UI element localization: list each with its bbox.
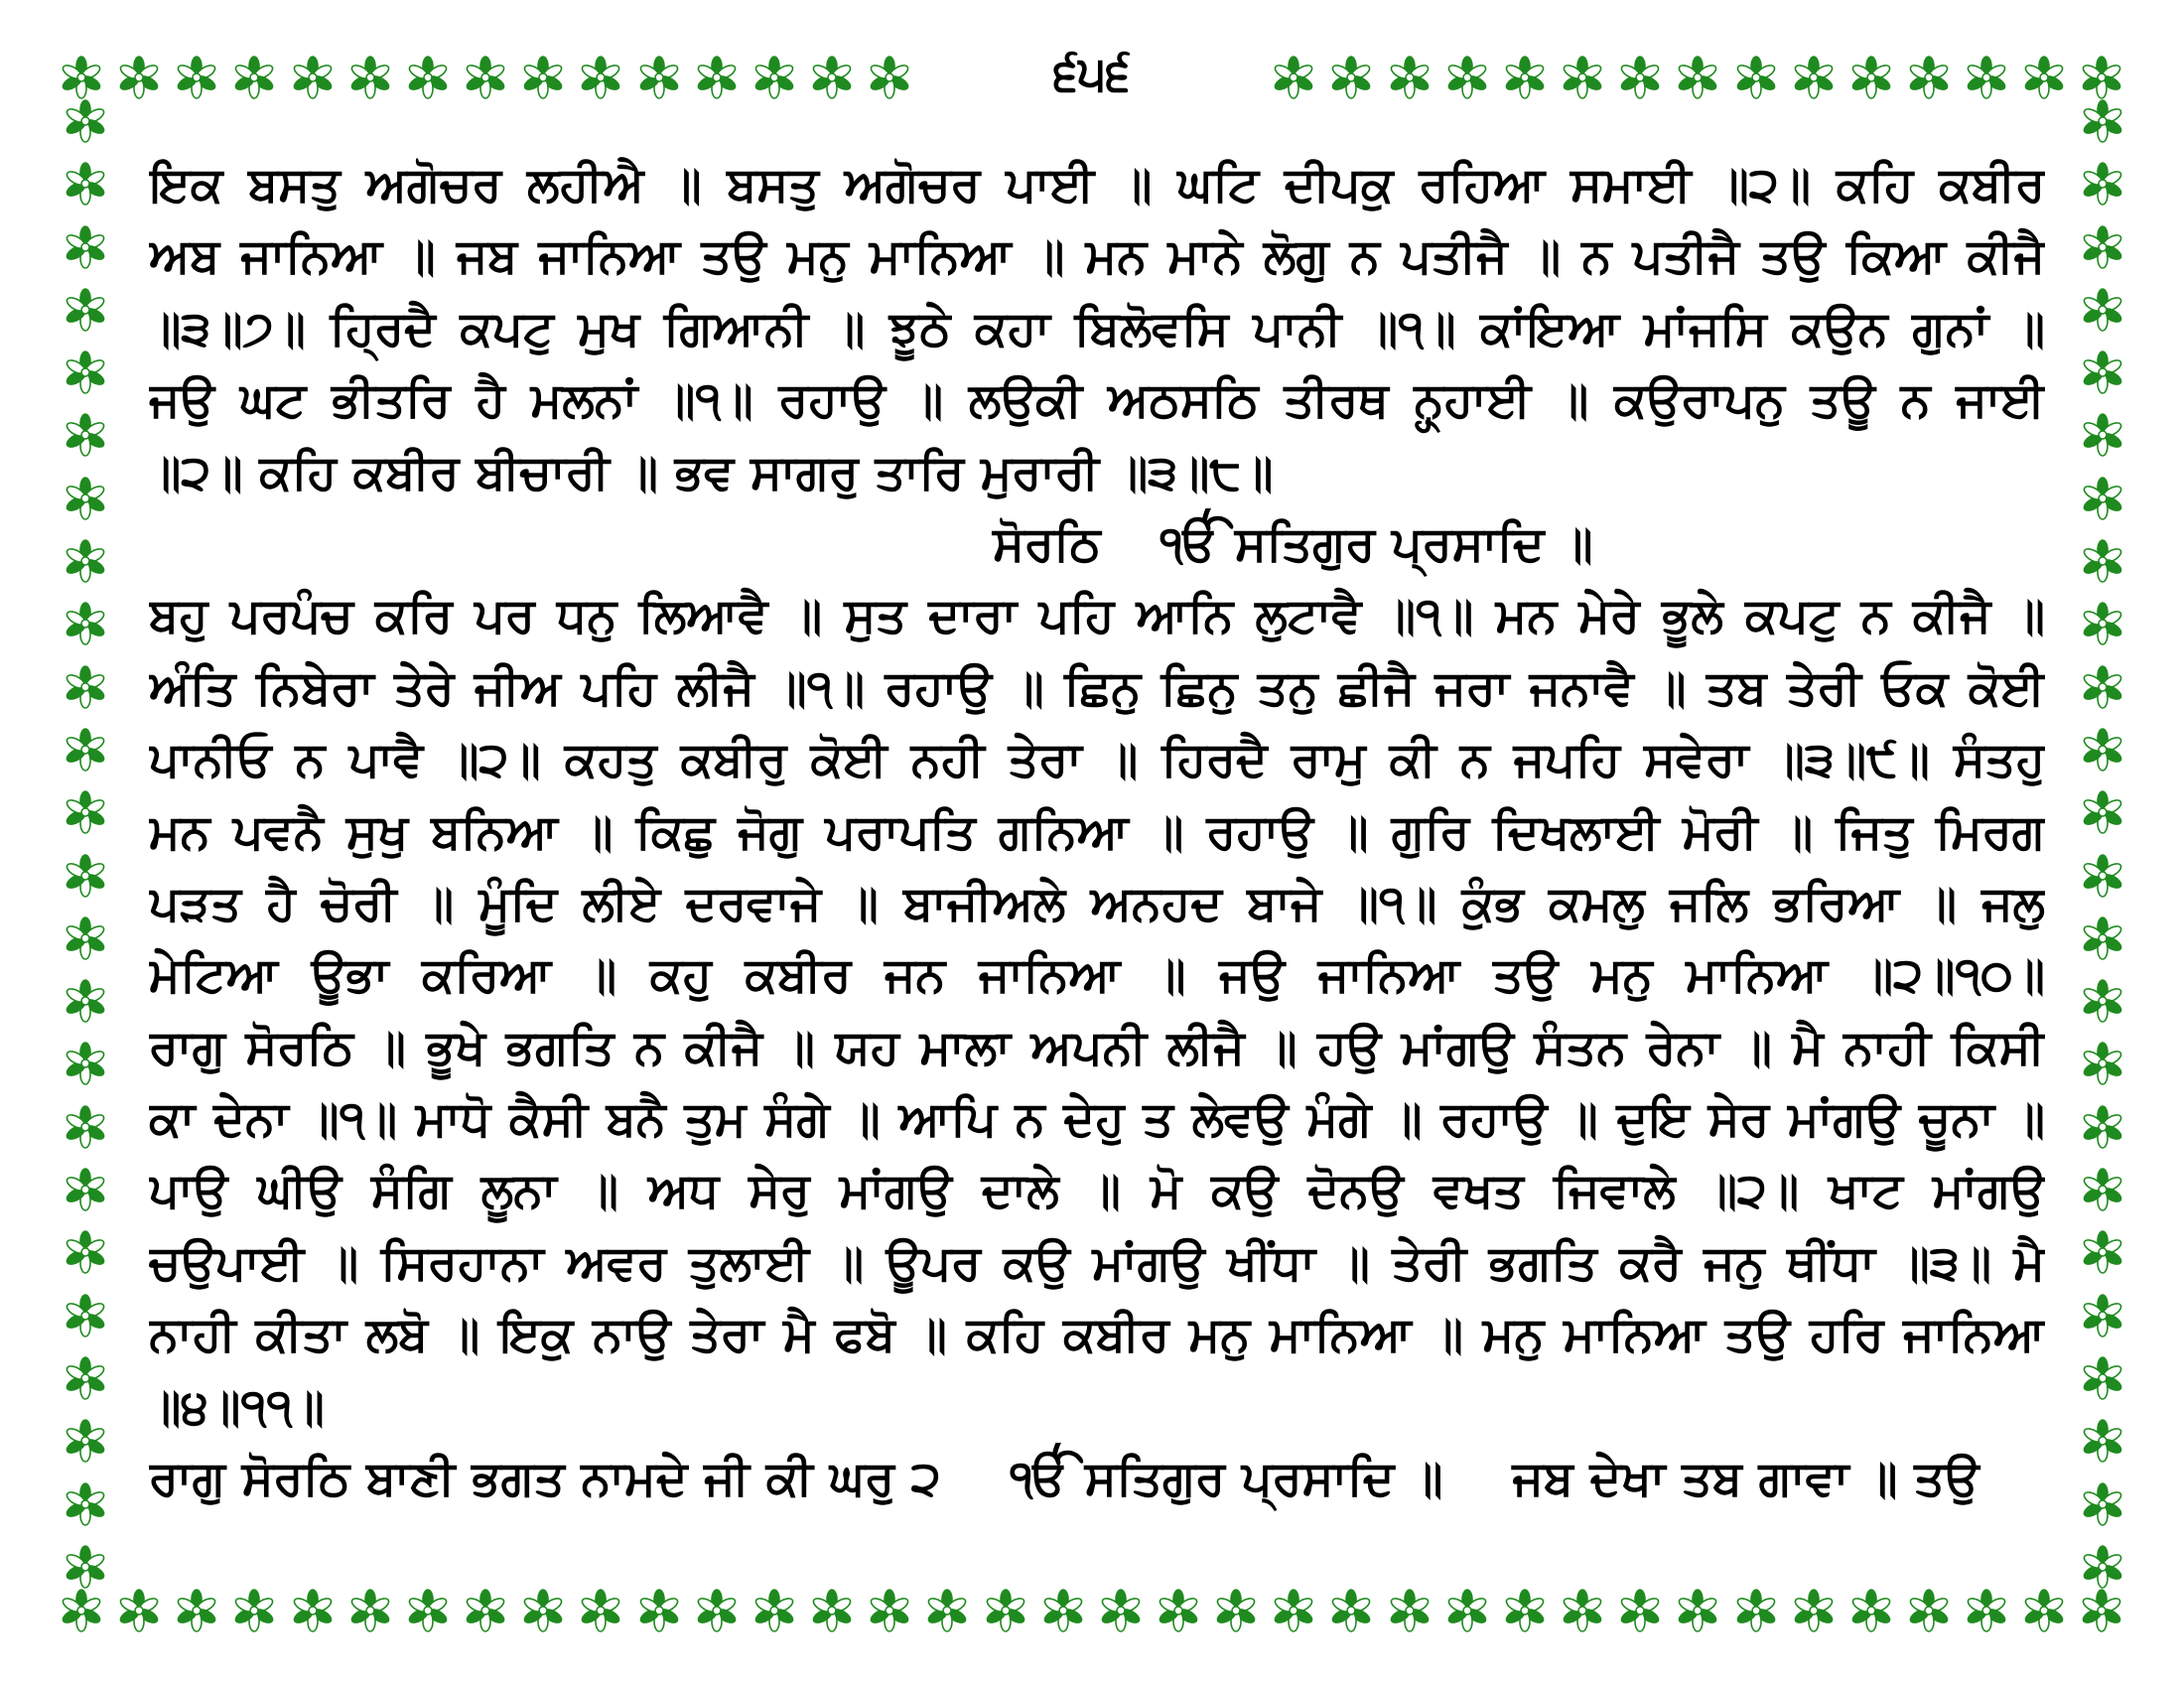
flower-icon bbox=[464, 1589, 507, 1632]
flower-icon bbox=[521, 56, 565, 99]
flower-icon bbox=[2081, 1042, 2124, 1085]
text-line: ਚਉਪਾਈ ॥ ਸਿਰਹਾਨਾ ਅਵਰ ਤੁਲਾਈ ॥ ਊਪਰ ਕਉ ਮਾਂਗਉ ਖੀਂਧਾ ॥ ਤੇਰੀ ਭਗਤਿ ਕਰੈ ਜਨੁ ਥੀਂਧਾ ॥੩॥ ਮੈ bbox=[149, 1234, 2045, 1291]
flower-icon bbox=[64, 539, 107, 583]
flower-icon bbox=[2081, 351, 2124, 394]
flower-icon bbox=[2081, 1294, 2124, 1337]
flower-icon bbox=[117, 1589, 161, 1632]
flower-icon bbox=[521, 1589, 565, 1632]
flower-icon bbox=[64, 288, 107, 332]
border-bottom bbox=[60, 1589, 2124, 1632]
flower-icon bbox=[637, 56, 681, 99]
flower-icon bbox=[64, 602, 107, 645]
text-line: ਜਉ ਘਟ ਭੀਤਰਿ ਹੈ ਮਲਨਾਂ ॥੧॥ ਰਹਾਉ ॥ ਲਉਕੀ ਅਠਸਠਿ ਤੀਰਥ ਨ੍ਹ੍ਹਾਈ ॥ ਕਉਰਾਪਨੁ ਤਊ ਨ ਜਾਈ bbox=[149, 372, 2045, 429]
flower-icon bbox=[60, 56, 103, 99]
flower-icon bbox=[810, 56, 854, 99]
flower-icon bbox=[64, 728, 107, 772]
flower-icon bbox=[64, 1168, 107, 1211]
flower-icon bbox=[1907, 1589, 1951, 1632]
text-line: ਇਕ ਬਸਤੁ ਅਗੋਚਰ ਲਹੀਐ ॥ ਬਸਤੁ ਅਗੋਚਰ ਪਾਈ ॥ ਘਟਿ ਦੀਪਕੁ ਰਹਿਆ ਸਮਾਈ ॥੨॥ ਕਹਿ ਕਬੀਰ bbox=[149, 157, 2045, 212]
flower-icon bbox=[64, 916, 107, 960]
flower-icon bbox=[1445, 1589, 1489, 1632]
flower-icon bbox=[64, 162, 107, 206]
flower-icon bbox=[2081, 1545, 2124, 1589]
flower-icon bbox=[64, 1294, 107, 1337]
flower-icon bbox=[2081, 288, 2124, 332]
flower-icon bbox=[291, 56, 335, 99]
flower-icon bbox=[175, 56, 218, 99]
text-line: ਪੜਤ ਹੈ ਚੋਰੀ ॥ ਮੂੰਦਿ ਲੀਏ ਦਰਵਾਜੇ ॥ ਬਾਜੀਅਲੇ ਅਨਹਦ ਬਾਜੇ ॥੧॥ ਕੁੰਭ ਕਮਲੁ ਜਲਿ ਭਰਿਆ ॥ ਜਲੁ bbox=[149, 875, 2045, 931]
flower-icon bbox=[1965, 56, 2008, 99]
text-line: ਨਾਹੀ ਕੀਤਾ ਲਬੋ ॥ ਇਕੁ ਨਾਉ ਤੇਰਾ ਮੈ ਫਬੋ ॥ ਕਹਿ ਕਬੀਰ ਮਨੁ ਮਾਨਿਆ ॥ ਮਨੁ ਮਾਨਿਆ ਤਉ ਹਰਿ ਜਾਨਿਆ bbox=[149, 1307, 2045, 1363]
border-right bbox=[2081, 99, 2124, 1589]
flower-icon bbox=[695, 56, 739, 99]
flower-icon bbox=[2081, 162, 2124, 206]
flower-icon bbox=[1849, 56, 1893, 99]
flower-icon bbox=[1965, 1589, 2008, 1632]
ek-onkar-arc-icon bbox=[1200, 508, 1290, 524]
flower-icon bbox=[1618, 1589, 1662, 1632]
flower-icon bbox=[64, 665, 107, 709]
flower-icon bbox=[1561, 56, 1604, 99]
flower-icon bbox=[1445, 56, 1489, 99]
flower-icon bbox=[2081, 665, 2124, 709]
mool-mantar-text: ੴ ਸਤਿਗੁਰ ਪ੍ਰਸਾਦਿ ॥ bbox=[1160, 515, 1593, 572]
flower-icon bbox=[1503, 56, 1547, 99]
flower-icon bbox=[2022, 1589, 2066, 1632]
flower-icon bbox=[1734, 56, 1778, 99]
flower-icon bbox=[64, 790, 107, 834]
text-line: ਜਬ ਦੇਖਾ ਤਬ ਗਾਵਾ ॥ ਤਉ bbox=[1512, 1451, 1979, 1507]
flower-icon bbox=[64, 99, 107, 143]
text-line: ਪਾਨੀਓ ਨ ਪਾਵੈ ॥੨॥ ਕਹਤੁ ਕਬੀਰੁ ਕੋਈ ਨਹੀ ਤੇਰਾ ॥ ਹਿਰਦੈ ਰਾਮੁ ਕੀ ਨ ਜਪਹਿ ਸਵੇਰਾ ॥੩॥੯॥ ਸੰਤਹੁ bbox=[149, 732, 2045, 788]
flower-icon bbox=[984, 1589, 1027, 1632]
flower-icon bbox=[2081, 979, 2124, 1023]
flower-icon bbox=[2081, 728, 2124, 772]
flower-icon bbox=[64, 225, 107, 269]
section-heading bbox=[149, 508, 2045, 580]
flower-icon bbox=[406, 56, 450, 99]
flower-icon bbox=[2081, 1105, 2124, 1149]
flower-icon bbox=[1676, 56, 1719, 99]
flower-icon bbox=[232, 56, 276, 99]
flower-icon bbox=[2081, 539, 2124, 583]
flower-icon bbox=[1676, 1589, 1719, 1632]
flower-icon bbox=[1618, 56, 1662, 99]
flower-icon bbox=[1792, 56, 1836, 99]
text-line: ਅਬ ਜਾਨਿਆ ॥ ਜਬ ਜਾਨਿਆ ਤਉ ਮਨੁ ਮਾਨਿਆ ॥ ਮਨ ਮਾਨੇ ਲੋਗੁ ਨ ਪਤੀਜੈ ॥ ਨ ਪਤੀਜੈ ਤਉ ਕਿਆ ਕੀਜੈ bbox=[149, 228, 2045, 285]
mool-mantar bbox=[1160, 508, 1593, 580]
flower-icon bbox=[868, 56, 911, 99]
flower-icon bbox=[1099, 1589, 1143, 1632]
flower-icon bbox=[579, 56, 622, 99]
flower-icon bbox=[175, 1589, 218, 1632]
flower-icon bbox=[695, 1589, 739, 1632]
flower-icon bbox=[117, 56, 161, 99]
flower-icon bbox=[64, 1042, 107, 1085]
page-number: ੬੫੬ bbox=[1053, 46, 1131, 101]
text-line: ਬਹੁ ਪਰਪੰਚ ਕਰਿ ਪਰ ਧਨੁ ਲਿਆਵੈ ॥ ਸੁਤ ਦਾਰਾ ਪਹਿ ਆਨਿ ਲੁਟਾਵੈ ॥੧॥ ਮਨ ਮੇਰੇ ਭੂਲੇ ਕਪਟੁ ਨ ਕੀਜੈ ॥ bbox=[149, 588, 2045, 644]
flower-icon bbox=[2081, 225, 2124, 269]
flower-icon bbox=[64, 1105, 107, 1149]
text-line: ਮੇਟਿਆ ਊਭਾ ਕਰਿਆ ॥ ਕਹੁ ਕਬੀਰ ਜਨ ਜਾਨਿਆ ॥ ਜਉ ਜਾਨਿਆ ਤਉ ਮਨੁ ਮਾਨਿਆ ॥੨॥੧੦॥ bbox=[149, 947, 2045, 1004]
flower-icon bbox=[2081, 99, 2124, 143]
flower-icon bbox=[2081, 1419, 2124, 1463]
flower-icon bbox=[2081, 1230, 2124, 1274]
text-line: ॥੪॥੧੧॥ bbox=[149, 1378, 325, 1435]
flower-icon bbox=[2081, 1482, 2124, 1526]
flower-icon bbox=[1561, 1589, 1604, 1632]
flower-icon bbox=[64, 1482, 107, 1526]
text-line: ਅੰਤਿ ਨਿਬੇਰਾ ਤੇਰੇ ਜੀਅ ਪਹਿ ਲੀਜੈ ॥੧॥ ਰਹਾਉ ॥ ਛਿਨੁ ਛਿਨੁ ਤਨੁ ਛੀਜੈ ਜਰਾ ਜਨਾਵੈ ॥ ਤਬ ਤੇਰੀ ਓਕ ਕੋਈ bbox=[149, 659, 2045, 716]
flower-icon bbox=[1907, 56, 1951, 99]
flower-icon bbox=[1503, 1589, 1547, 1632]
flower-icon bbox=[64, 477, 107, 520]
flower-icon bbox=[64, 979, 107, 1023]
mool-mantar bbox=[1011, 1443, 1443, 1514]
flower-icon bbox=[64, 1230, 107, 1274]
flower-icon bbox=[1388, 1589, 1432, 1632]
flower-icon bbox=[64, 1419, 107, 1463]
flower-icon bbox=[637, 1589, 681, 1632]
flower-icon bbox=[2022, 56, 2066, 99]
section-heading-namdev: ਰਾਗੁ ਸੋਰਠਿ ਬਾਣੀ ਭਗਤ ਨਾਮਦੇ ਜੀ ਕੀ ਘਰੁ ੨ bbox=[149, 1451, 941, 1507]
page-text bbox=[149, 149, 2045, 1514]
flower-icon bbox=[1329, 1589, 1373, 1632]
text-line: ਰਾਗੁ ਸੋਰਠਿ ॥ ਭੂਖੇ ਭਗਤਿ ਨ ਕੀਜੈ ॥ ਯਹ ਮਾਲਾ ਅਪਨੀ ਲੀਜੈ ॥ ਹਉ ਮਾਂਗਉ ਸੰਤਨ ਰੇਨਾ ॥ ਮੈ ਨਾਹੀ ਕਿਸੀ bbox=[149, 1019, 2045, 1075]
flower-icon bbox=[752, 1589, 796, 1632]
text-line: ਪਾਉ ਘੀਉ ਸੰਗਿ ਲੂਨਾ ॥ ਅਧ ਸੇਰੁ ਮਾਂਗਉ ਦਾਲੇ ॥ ਮੋ ਕਉ ਦੋਨਉ ਵਖਤ ਜਿਵਾਲੇ ॥੨॥ ਖਾਟ ਮਾਂਗਉ bbox=[149, 1163, 2045, 1219]
flower-icon bbox=[406, 1589, 450, 1632]
flower-icon bbox=[2081, 477, 2124, 520]
flower-icon bbox=[60, 1589, 103, 1632]
flower-icon bbox=[1272, 56, 1315, 99]
flower-icon bbox=[1792, 1589, 1836, 1632]
flower-icon bbox=[64, 1545, 107, 1589]
ek-onkar-arc-icon bbox=[1050, 1443, 1140, 1459]
flower-icon bbox=[1734, 1589, 1778, 1632]
raag-heading: ਸੋਰਠਿ bbox=[993, 515, 1101, 572]
text-line: ॥੨॥ ਕਹਿ ਕਬੀਰ ਬੀਚਾਰੀ ॥ ਭਵ ਸਾਗਰੁ ਤਾਰਿ ਮੁਰਾਰੀ ॥੩॥੮॥ bbox=[149, 444, 1274, 500]
flower-icon bbox=[2081, 916, 2124, 960]
final-line bbox=[149, 1443, 2045, 1514]
flower-icon bbox=[1272, 1589, 1315, 1632]
flower-icon bbox=[925, 1589, 969, 1632]
flower-icon bbox=[2081, 1356, 2124, 1400]
mool-mantar-text: ੴ ਸਤਿਗੁਰ ਪ੍ਰਸਾਦਿ ॥ bbox=[1010, 1451, 1443, 1507]
flower-icon bbox=[1041, 1589, 1085, 1632]
flower-icon bbox=[868, 1589, 911, 1632]
flower-icon bbox=[464, 56, 507, 99]
flower-icon bbox=[64, 1356, 107, 1400]
flower-icon bbox=[291, 1589, 335, 1632]
text-line: ਮਨ ਪਵਨੈ ਸੁਖੁ ਬਨਿਆ ॥ ਕਿਛੁ ਜੋਗੁ ਪਰਾਪਤਿ ਗਨਿਆ ॥ ਰਹਾਉ ॥ ਗੁਰਿ ਦਿਖਲਾਈ ਮੋਰੀ ॥ ਜਿਤੁ ਮਿਰਗ bbox=[149, 803, 2045, 860]
flower-icon bbox=[1388, 56, 1432, 99]
flower-icon bbox=[64, 413, 107, 457]
flower-icon bbox=[579, 1589, 622, 1632]
text-line: ਕਾ ਦੇਨਾ ॥੧॥ ਮਾਧੋ ਕੈਸੀ ਬਨੈ ਤੁਮ ਸੰਗੇ ॥ ਆਪਿ ਨ ਦੇਹੁ ਤ ਲੇਵਉ ਮੰਗੇ ॥ ਰਹਾਉ ॥ ਦੁਇ ਸੇਰ ਮਾਂਗਉ ਚੂਨਾ ॥ bbox=[149, 1091, 2045, 1148]
flower-icon bbox=[2080, 1589, 2123, 1632]
flower-icon bbox=[2081, 854, 2124, 898]
flower-icon bbox=[64, 351, 107, 394]
flower-icon bbox=[348, 56, 392, 99]
flower-icon bbox=[1214, 1589, 1258, 1632]
flower-icon bbox=[2081, 790, 2124, 834]
flower-icon bbox=[348, 1589, 392, 1632]
text-line: ॥੩॥੭॥ ਹ੍ਰਿਦੈ ਕਪਟੁ ਮੁਖ ਗਿਆਨੀ ॥ ਝੂਠੇ ਕਹਾ ਬਿਲੋਵਸਿ ਪਾਨੀ ॥੧॥ ਕਾਂਇਆ ਮਾਂਜਸਿ ਕਉਨ ਗੁਨਾਂ ॥ bbox=[149, 300, 2045, 356]
flower-icon bbox=[1329, 56, 1373, 99]
flower-icon bbox=[752, 56, 796, 99]
flower-icon bbox=[810, 1589, 854, 1632]
flower-icon bbox=[64, 854, 107, 898]
flower-icon bbox=[1157, 1589, 1200, 1632]
flower-icon bbox=[2081, 1168, 2124, 1211]
flower-icon bbox=[2080, 56, 2123, 99]
flower-icon bbox=[2081, 602, 2124, 645]
flower-icon bbox=[1849, 1589, 1893, 1632]
flower-icon bbox=[2081, 413, 2124, 457]
flower-icon bbox=[232, 1589, 276, 1632]
border-left bbox=[64, 99, 107, 1589]
